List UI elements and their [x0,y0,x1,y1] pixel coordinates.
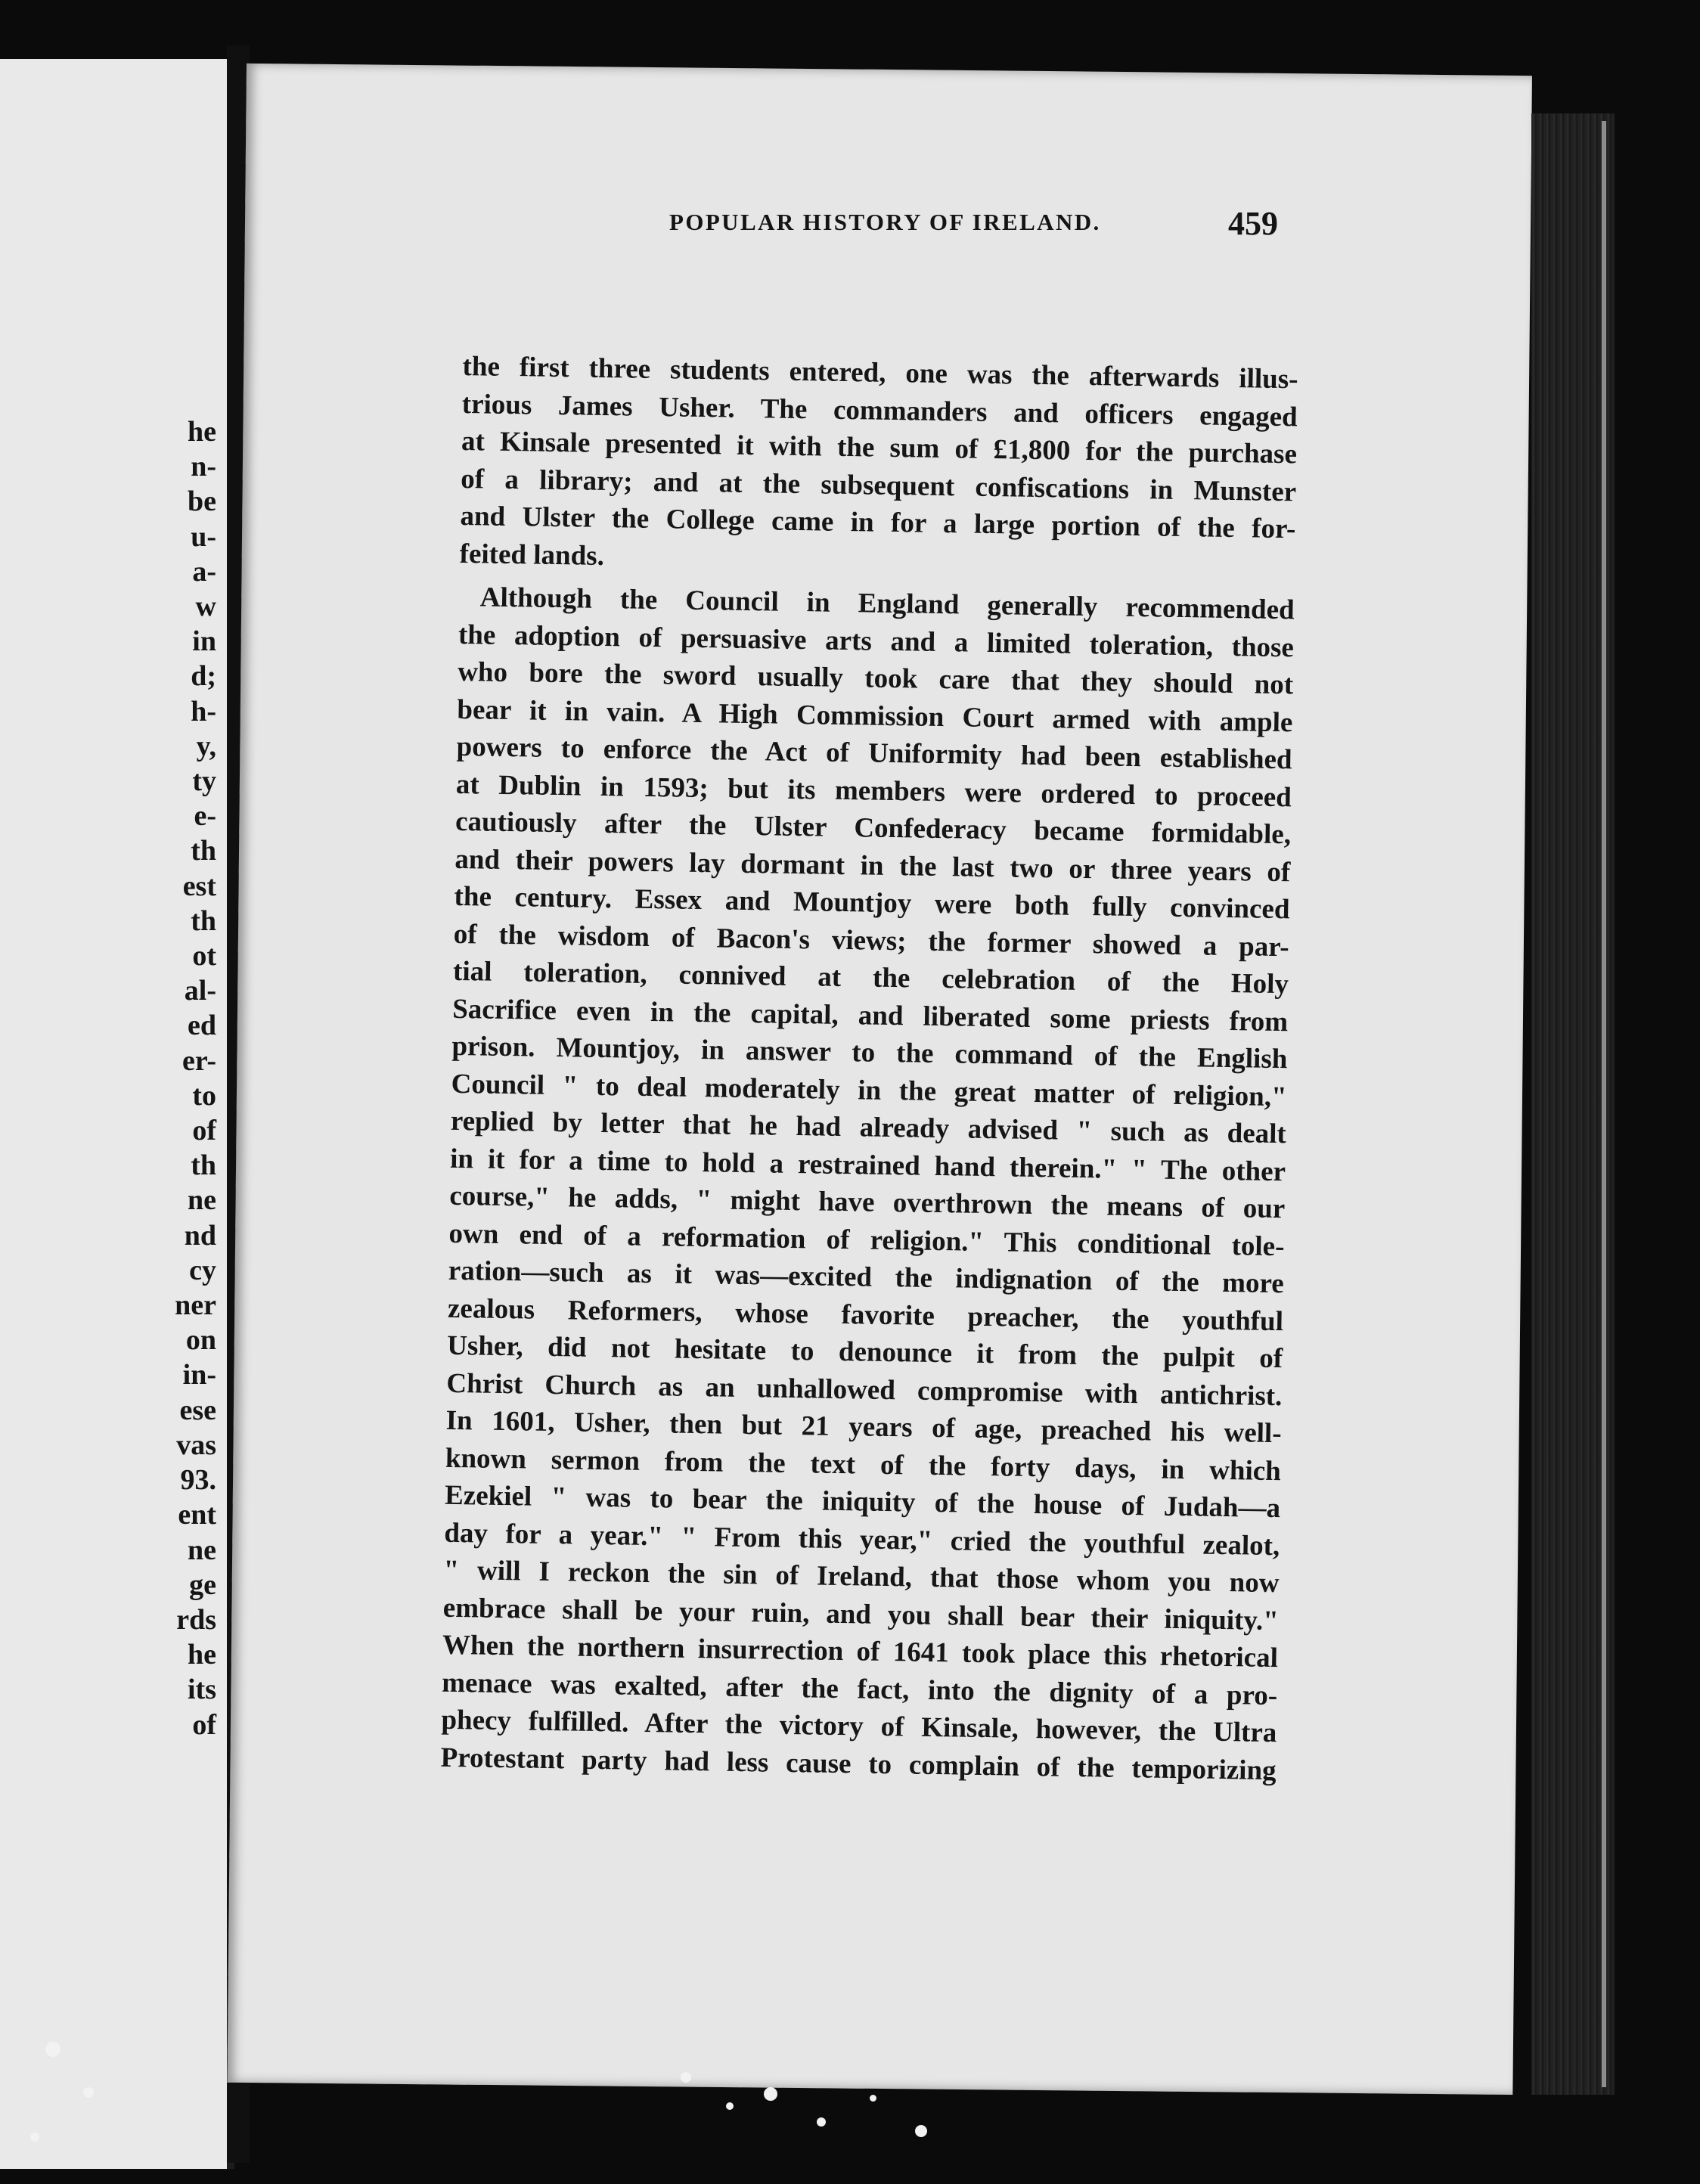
text-line: In 1601, Usher, then but 21 years of age, preached his well- [445,1404,1282,1450]
text-line: Although the Council in England generally recommended [479,582,1295,626]
text-line: own end of a reformation of religion." This conditional tole- [448,1218,1285,1262]
left-page-fragment: of [192,1708,216,1741]
text-line: bear it in vain. A High Commission Court armed with ample [457,693,1293,738]
left-page-fragment: of [192,1115,216,1147]
text-line: Ezekiel " was to bear the iniquity of the house of Judah—a [444,1479,1281,1525]
left-page-fragment: er- [182,1044,216,1077]
paragraph [440,579,1295,1789]
text-line: tial toleration, connived at the celebration of the Holy [452,955,1289,1000]
left-page-fragment: he [188,1639,216,1671]
text-line: feited lands. [459,538,605,572]
scan-speck [817,2117,826,2127]
running-head-title: POPULAR HISTORY OF IRELAND. [669,209,1101,235]
left-page-fragment: est [182,870,216,902]
text-line: replied by letter that he had already advised " such as dealt [450,1105,1287,1150]
text-line: the first three students entered, one was the afterwards illus- [462,350,1298,396]
text-line: prison. Mountjoy, in answer to the command of the English [451,1030,1288,1075]
left-page-fragment: to [192,1079,216,1112]
text-line: embrace shall be your ruin, and you shall bear their iniquity." [442,1592,1280,1636]
left-page-fragment: ent [178,1499,216,1531]
text-line: the century. Essex and Mountjoy were both fully convinced [454,880,1290,926]
left-page-fragment: rds [176,1603,216,1636]
text-line: ration—such as it was—excited the indignation of the more [448,1255,1285,1300]
text-line: the adoption of persuasive arts and a limited toleration, those [458,619,1295,663]
left-page-fragment: h- [191,695,216,727]
left-page-fragment: ed [188,1010,216,1042]
left-page-fragment: ot [192,940,216,973]
text-line: Council " to deal moderately in the great matter of religion," [451,1068,1287,1112]
text-line: Protestant party had less cause to complain of the temporizing [440,1742,1277,1786]
text-line: menace was exalted, after the fact, into the dignity of a pro- [441,1667,1278,1711]
left-page-fragment: on [185,1324,216,1357]
page-number: 459 [1228,205,1278,242]
scan-speck [83,2087,94,2098]
text-line: and their powers lay dormant in the last two or three years of [454,843,1291,888]
text-line: Sacrifice even in the capital, and liberated some priests from [451,993,1289,1038]
left-page [0,59,234,2169]
scan-speck [726,2102,734,2110]
left-page-fragment: 93. [180,1464,216,1497]
left-page-fragment: a- [192,555,216,588]
text-line: Christ Church as an unhallowed compromise with antichrist. [446,1367,1283,1412]
left-page-fragment: e- [194,800,216,833]
text-line: cautiously after the Ulster Confederacy became formidable, [454,805,1292,851]
text-line: When the northern insurrection of 1641 took place this rhetorical [442,1629,1279,1674]
left-page-fragment: w [195,591,216,623]
text-line: who bore the sword usually took care that they should not [457,656,1294,701]
left-page-fragment: ge [189,1568,216,1601]
text-line: trious James Usher. The commanders and officers engaged [461,388,1298,433]
left-page-fragment: ne [188,1184,216,1217]
text-line: of the wisdom of Bacon's views; the former showed a par- [453,918,1290,963]
left-page-fragment: be [188,486,216,518]
left-page-fragment: in [192,625,216,658]
scan-speck [681,2072,691,2083]
left-page-fragment: u- [191,520,216,553]
text-line: zealous Reformers, whose favorite preacher, the youthful [447,1292,1284,1337]
left-page-cut-text [133,414,216,1742]
scan-speck [915,2125,927,2137]
running-head [423,205,1278,254]
text-line: of a library; and at the subsequent confiscations in Munster [460,463,1297,507]
text-line: known sermon from the text of the forty days, in which [445,1442,1282,1487]
scan-speck [30,2133,39,2142]
left-page-fragment: n- [191,451,216,483]
left-page-fragment: ty [192,765,216,798]
text-line: day for a year." " From this year," cried the youthful zealot, [444,1517,1280,1562]
book-edge-highlight [1602,121,1606,2087]
left-page-fragment: vas [176,1429,216,1461]
left-page-fragment: its [188,1674,216,1706]
text-line: powers to enforce the Act of Uniformity had been established [456,731,1292,776]
text-line: in it for a time to hold a restrained hand therein." " The other [449,1143,1286,1187]
left-page-fragment: cy [189,1254,216,1286]
left-page-fragment: al- [184,975,216,1007]
scan-speck [45,2042,60,2057]
left-page-fragment: ne [188,1534,216,1566]
text-line: Usher, did not hesitate to denounce it from the pulpit of [446,1329,1283,1375]
left-page-fragment: ner [175,1289,216,1322]
left-page-fragment: ese [179,1394,216,1426]
scan-speck [764,2087,777,2101]
text-line: at Dublin in 1593; but its members were ordered to proceed [455,768,1292,813]
left-page-fragment: d; [191,660,216,693]
left-page-fragment: in- [182,1359,216,1391]
left-page-fragment: nd [184,1219,216,1252]
left-page-fragment: y, [196,730,216,762]
text-line: course," he adds, " might have overthrown the means of our [449,1180,1286,1225]
scan-speck [870,2095,876,2102]
left-page-fragment: he [188,416,216,448]
left-page-fragment: th [191,835,216,867]
text-line: phecy fulfilled. After the victory of Kinsale, however, the Ultra [441,1704,1277,1749]
left-page-fragment: th [191,1149,216,1182]
text-line: at Kinsale presented it with the sum of £1,800 for the purchase [461,425,1298,470]
body-text [440,348,1298,1789]
text-line: and Ulster the College came in for a large portion of the for- [460,500,1296,545]
paragraph [459,348,1298,585]
text-line: " will I reckon the sin of Ireland, that those whom you now [443,1554,1280,1599]
left-page-fragment: th [191,904,216,937]
